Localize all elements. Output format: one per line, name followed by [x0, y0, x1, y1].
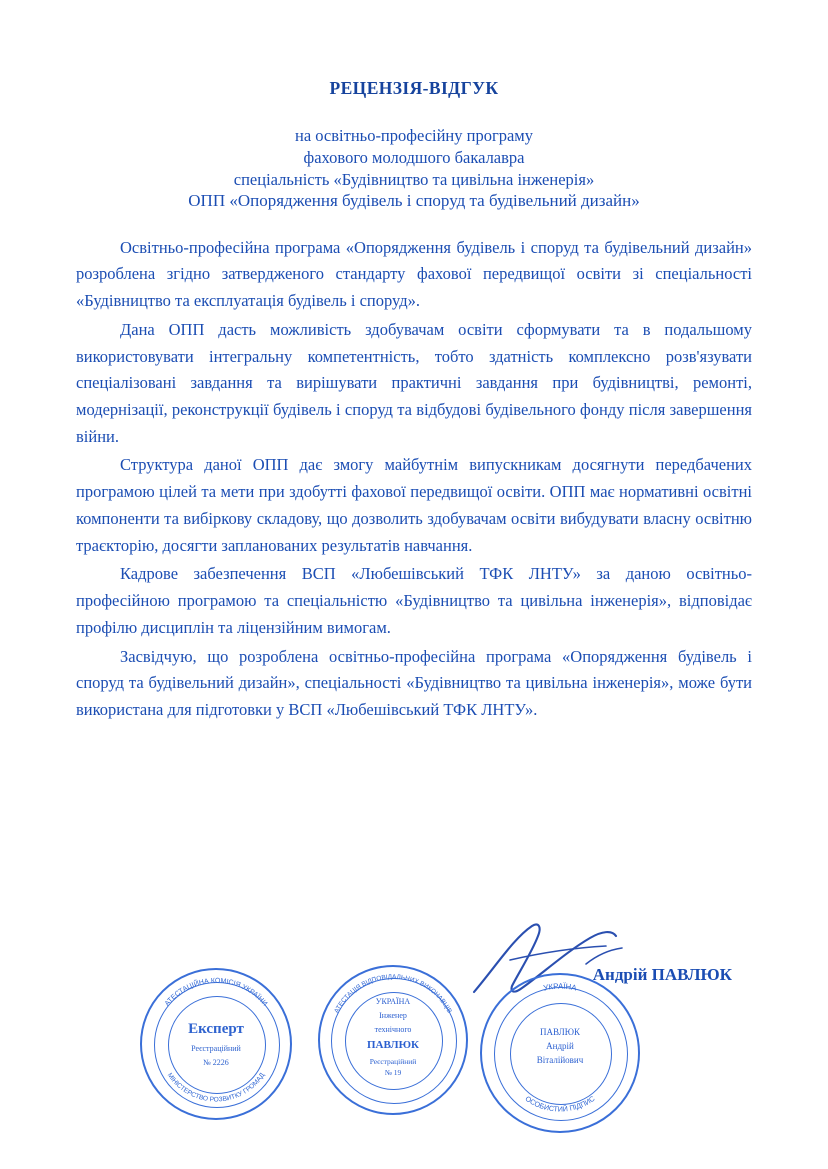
body-paragraph: Структура даної ОПП дає змогу майбутнім випускникам досягнути передбачених програмою цілей та мети при здобутті фахової передвищої освіти. ОПП має нормативні освітні компоненти та вибіркову складову, що дозволить здобувачам освіти вибудувати власну освітню траєкторію, досягти запланованих результатів навчання.: [76, 455, 752, 555]
subtitle-line-2: фахового молодшого бакалавра: [303, 147, 525, 167]
stamp-arc-bottom: МІНІСТЕРСТВО РОЗВИТКУ ГРОМАД: [165, 1071, 267, 1104]
stamp-firstname: Андрій: [546, 1041, 574, 1051]
expert-stamp: [140, 968, 292, 1120]
stamp-patronymic: Віталійович: [536, 1055, 584, 1065]
svg-text:АТЕСТАЦІЙНА КОМІСІЯ УКРАЇНИ: [164, 978, 268, 1008]
signatory-name: Андрій ПАВЛЮК: [592, 965, 732, 984]
subtitle-line-1: на освітньо-професійну програму: [294, 126, 533, 145]
stamp-country: УКРАЇНА: [375, 997, 411, 1006]
body-paragraph: Освітньо-професійна програма «Опорядження будівель і споруд та будівельний дизайн» розроблена згідно затвердженого стандарту фахової передвищої освіти зі спеціальності «Будівництво та експлуатація будівель і споруд».: [76, 237, 752, 311]
body-paragraph: Дана ОПП дасть можливість здобувачам освіти сформувати та в подальшому використовувати інтегральну компетентність, тобто здатність комплексно розв'язувати спеціалізовані завдання та вирішувати практичні завдання при будівництві, ремонті, модернізації, реконструкції будівель і споруд та відбудові будівельного фонду після завершення війни.: [76, 319, 752, 446]
document-subtitle: [76, 125, 752, 213]
stamp-arc-top: АТЕСТАЦІЯ ВІДПОВІДАЛЬНИХ ВИКОНАВЦІВ: [333, 973, 453, 1015]
personal-signature-stamp: [480, 973, 640, 1133]
stamp-role-line-2: технічного: [374, 1025, 412, 1034]
subtitle-line-3: спеціальність «Будівництво та цивільна інженерія»: [233, 169, 595, 189]
stamp-surname: ПАВЛЮК: [539, 1027, 581, 1037]
stamp-registration-number: № 19: [384, 1068, 402, 1077]
svg-text:АТЕСТАЦІЯ ВІДПОВІДАЛЬНИХ ВИКОН: [333, 974, 453, 1015]
stamp-registration-label: Реєстраційний: [191, 1044, 241, 1053]
page-title: РЕЦЕНЗІЯ-ВІДГУК: [329, 78, 499, 98]
stamp-arc-top: АТЕСТАЦІЙНА КОМІСІЯ УКРАЇНИ: [163, 977, 269, 1008]
subtitle-line-4: ОПП «Опорядження будівель і споруд та будівельний дизайн»: [188, 191, 640, 211]
stamp-surname: ПАВЛЮК: [367, 1039, 419, 1051]
svg-text:ОСОБИСТИЙ ПІДПИС: [524, 1094, 597, 1114]
svg-text:МІНІСТЕРСТВО РОЗВИТКУ ГРОМАД: [166, 1071, 267, 1103]
stamp-registration-label: Реєстраційний: [369, 1057, 417, 1066]
stamp-registration-number: № 2226: [203, 1058, 229, 1067]
stamp-arc-text: [482, 975, 638, 1131]
stamp-title: Експерт: [188, 1021, 244, 1037]
body-paragraph: Кадрове забезпечення ВСП «Любешівський ТФК ЛНТУ» за даною освітньо-професійною програмою та спеціальністю «Будівництво та цивільна інженерія», відповідає профілю дисциплін та ліцензійним вимогам.: [76, 564, 752, 637]
engineer-stamp: [318, 965, 468, 1115]
stamp-role-line-1: Інженер: [379, 1011, 407, 1020]
body-paragraph: Засвідчую, що розроблена освітньо-професійна програма «Опорядження будівель і споруд та будівельний дизайн», спеціальності «Будівництво та цивільна інженерія», може бути використана для підготовки у ВСП «Любешівський ТФК ЛНТУ».: [76, 646, 752, 719]
svg-text:УКРАЇНА: [543, 982, 579, 993]
stamp-arc-bottom: ОСОБИСТИЙ ПІДПИС: [523, 1093, 597, 1114]
stamps-area: [0, 965, 828, 1165]
stamp-arc-top: УКРАЇНА: [542, 981, 578, 993]
